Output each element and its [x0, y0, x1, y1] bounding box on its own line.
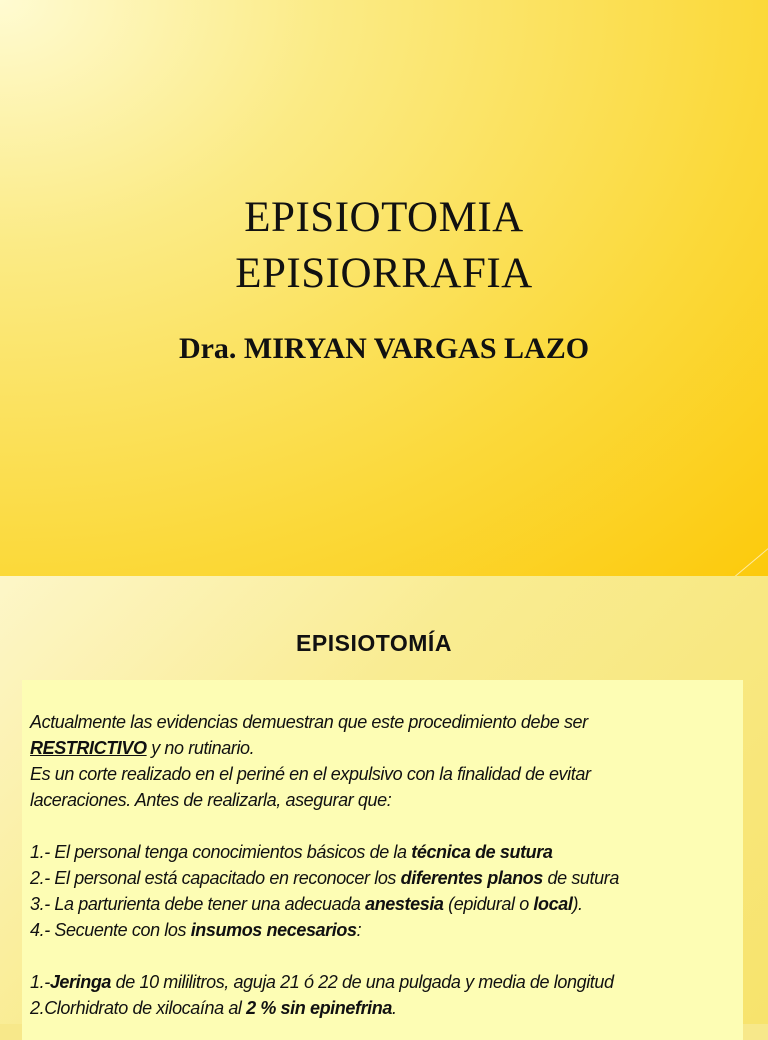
- content-text-box: [22, 680, 743, 1040]
- item-3-text: 3.- La parturienta debe tener una adecuada: [30, 894, 366, 914]
- section-title: EPISIOTOMÍA: [296, 630, 452, 656]
- item-1-text: 1.- El personal tenga conocimientos básicos de la: [30, 842, 412, 862]
- supply-item-2: [30, 995, 735, 1021]
- title-line-1: EPISIOTOMIA: [244, 194, 524, 241]
- item-3-middle: (epidural o: [443, 894, 534, 914]
- requirement-item-1: [30, 839, 735, 865]
- requirement-item-4: [30, 917, 735, 943]
- item-2-suffix: de sutura: [542, 868, 619, 888]
- requirement-item-3: [30, 891, 735, 917]
- intro-line-4: laceraciones. Antes de realizarla, asegurar que:: [30, 790, 392, 810]
- item-4-text: 4.- Secuente con los: [30, 920, 191, 940]
- intro-line-2-rest: y no rutinario.: [151, 738, 255, 758]
- supply-2-prefix: 2.Clorhidrato de xilocaína al: [30, 998, 247, 1018]
- supply-1-bold: Jeringa: [49, 972, 112, 992]
- supply-1-prefix: 1.-: [30, 972, 50, 992]
- item-4-bold: insumos necesarios: [190, 920, 357, 940]
- title-line-2: EPISIORRAFIA: [235, 250, 533, 297]
- item-2-text: 2.- El personal está capacitado en reconocer los: [30, 868, 401, 888]
- intro-line-1: Actualmente las evidencias demuestran que este procedimiento debe ser: [30, 712, 588, 732]
- supply-1-suffix: de 10 mililitros, aguja 21 ó 22 de una pulgada y media de longitud: [111, 972, 614, 992]
- restrictivo-emphasis: RESTRICTIVO: [30, 738, 147, 758]
- item-4-suffix: :: [356, 920, 362, 940]
- intro-line-2: [30, 735, 735, 761]
- decorative-line: [725, 546, 768, 576]
- supply-item-1: [30, 969, 735, 995]
- item-3-bold-1: anestesia: [365, 894, 444, 914]
- item-3-suffix: ).: [572, 894, 583, 914]
- content-slide: [0, 576, 768, 1024]
- item-1-bold: técnica de sutura: [411, 842, 553, 862]
- supply-2-suffix: .: [392, 998, 397, 1018]
- supply-2-bold: 2 % sin epinefrina: [246, 998, 392, 1018]
- item-3-bold-2: local: [533, 894, 573, 914]
- item-2-bold: diferentes planos: [400, 868, 543, 888]
- requirement-item-2: [30, 865, 735, 891]
- author-name: Dra. MIRYAN VARGAS LAZO: [178, 332, 590, 365]
- intro-line-3: Es un corte realizado en el periné en el expulsivo con la finalidad de evitar: [30, 764, 591, 784]
- slide-title: [0, 190, 768, 302]
